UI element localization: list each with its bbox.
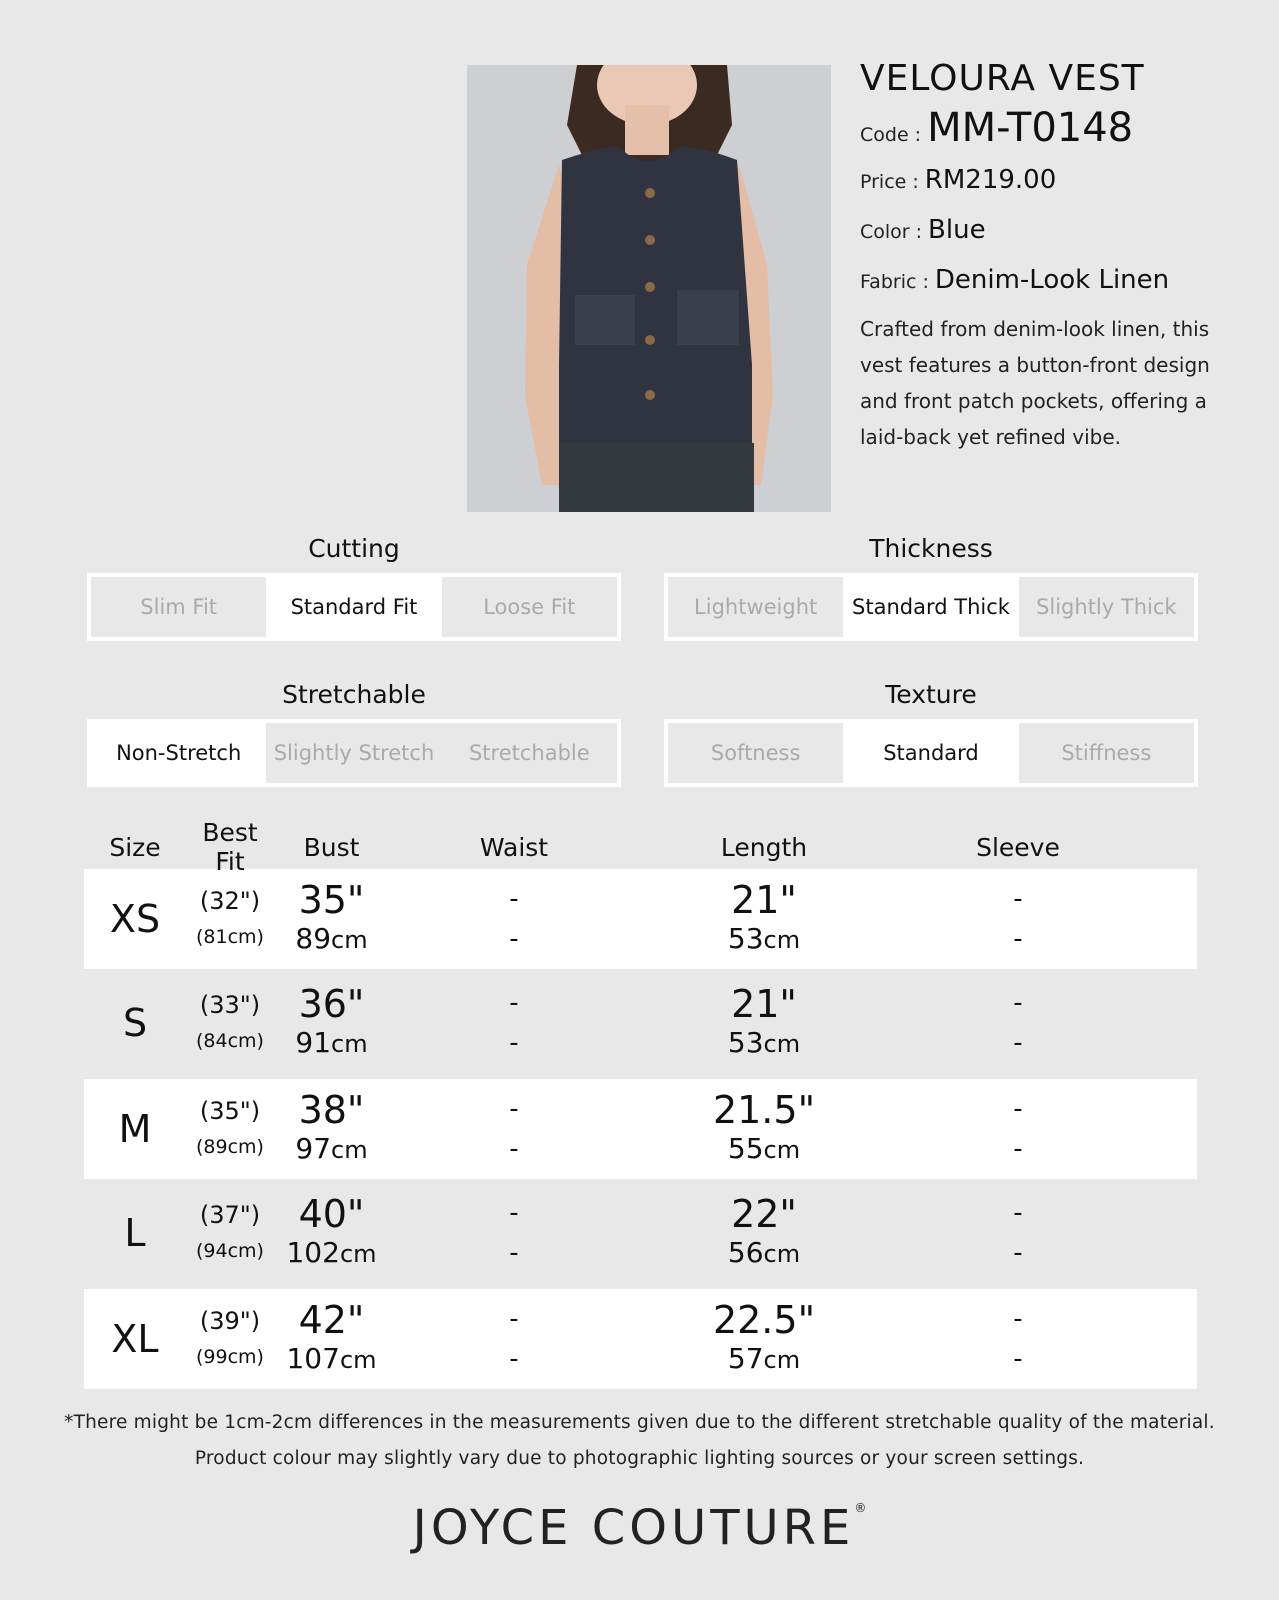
sleeve-cm: - <box>1013 1028 1023 1058</box>
price-label: Price : <box>860 171 919 193</box>
fabric-row <box>860 265 1220 295</box>
sleeve-cell <box>889 879 1147 959</box>
length-cm: 53 <box>727 921 764 955</box>
thickness-options <box>664 573 1198 641</box>
product-title: VELOURA VEST <box>860 58 1145 99</box>
table-body <box>84 869 1197 1389</box>
best-fit-inches: (35") <box>199 1097 261 1125</box>
product-photo <box>467 65 831 512</box>
bust-cell <box>274 877 389 959</box>
thickness-group <box>664 534 1198 641</box>
best-fit-inches: (33") <box>199 991 261 1019</box>
fabric-label: Fabric : <box>860 271 929 293</box>
length-cm: 53 <box>727 1025 764 1059</box>
sleeve-inches: - <box>1013 1198 1023 1228</box>
length-cm: 57 <box>727 1341 764 1375</box>
size-cell <box>84 897 186 941</box>
color-row <box>860 215 1220 245</box>
size-label: L <box>124 1211 146 1255</box>
cm-unit: cm <box>339 1239 377 1268</box>
size-label: M <box>118 1107 152 1151</box>
bust-inches: 35" <box>298 877 365 922</box>
waist-cell <box>389 1299 639 1379</box>
product-fabric: Denim-Look Linen <box>934 265 1170 295</box>
texture-option: Stiffness <box>1019 723 1194 783</box>
thickness-title: Thickness <box>869 534 993 563</box>
length-cell <box>639 981 889 1063</box>
length-inches: 21.5" <box>712 1087 816 1132</box>
header-sleeve: Sleeve <box>976 832 1060 862</box>
cutting-options <box>87 573 621 641</box>
length-inches: 21" <box>731 981 797 1026</box>
length-cm: 56 <box>727 1235 764 1269</box>
product-color: Blue <box>928 215 986 245</box>
table-row <box>84 1289 1197 1389</box>
waist-cm: - <box>509 1238 519 1268</box>
best-fit-cm: (81cm) <box>196 926 264 948</box>
cutting-option: Loose Fit <box>442 577 617 637</box>
sleeve-cm: - <box>1013 1238 1023 1268</box>
size-label: S <box>122 1001 148 1045</box>
registered-mark: ® <box>854 1501 867 1515</box>
size-chart-table <box>84 818 1197 1389</box>
header-size: Size <box>109 832 161 862</box>
stretchable-option: Non-Stretch <box>91 723 266 783</box>
best-fit-cell <box>186 1303 274 1375</box>
waist-inches: - <box>509 1094 519 1124</box>
bust-cm: 89 <box>295 921 332 955</box>
bust-inches: 40" <box>298 1191 365 1236</box>
cm-unit: cm <box>763 1029 801 1058</box>
best-fit-cm: (89cm) <box>196 1136 264 1158</box>
size-cell <box>84 1107 186 1151</box>
cm-unit: cm <box>763 1239 801 1268</box>
length-cell <box>639 1087 889 1169</box>
best-fit-inches: (37") <box>199 1201 261 1229</box>
header-length: Length <box>720 832 808 862</box>
bust-cell <box>274 1087 389 1169</box>
cutting-option: Slim Fit <box>91 577 266 637</box>
waist-cell <box>389 983 639 1063</box>
best-fit-cell <box>186 1093 274 1165</box>
model-wearing-vest-illustration <box>467 65 831 512</box>
bust-inches: 36" <box>298 981 365 1026</box>
texture-options <box>664 719 1198 787</box>
brand-name: JOYCE COUTURE <box>412 1500 855 1556</box>
footnote-line-1: *There might be 1cm-2cm differences in the measurements given due to the different stretchable quality of the material. <box>64 1412 1215 1433</box>
best-fit-inches: (39") <box>199 1307 261 1335</box>
footnote <box>0 1405 1279 1477</box>
length-inches: 22.5" <box>712 1297 816 1342</box>
waist-cell <box>389 1193 639 1273</box>
table-row <box>84 1079 1197 1179</box>
sleeve-cell <box>889 983 1147 1063</box>
bust-cm: 91 <box>295 1025 332 1059</box>
waist-cm: - <box>509 1028 519 1058</box>
product-info <box>860 58 1220 455</box>
sleeve-cm: - <box>1013 1344 1023 1374</box>
footnote-line-2: Product colour may slightly vary due to photographic lighting sources or your screen settings. <box>194 1448 1085 1469</box>
size-label: XL <box>111 1317 159 1361</box>
texture-group <box>664 680 1198 787</box>
bust-inches: 38" <box>298 1087 365 1132</box>
waist-cm: - <box>509 1344 519 1374</box>
color-label: Color : <box>860 221 923 243</box>
length-cell <box>639 1297 889 1379</box>
product-code: MM-T0148 <box>927 105 1134 151</box>
code-label: Code : <box>860 124 922 146</box>
waist-cm: - <box>509 1134 519 1164</box>
best-fit-cm: (84cm) <box>196 1030 264 1052</box>
thickness-option: Slightly Thick <box>1019 577 1194 637</box>
thickness-option: Lightweight <box>668 577 843 637</box>
table-row <box>84 869 1197 969</box>
waist-inches: - <box>509 884 519 914</box>
bust-cm: 107 <box>286 1341 340 1375</box>
sleeve-inches: - <box>1013 1094 1023 1124</box>
cm-unit: cm <box>331 925 368 954</box>
header-best-fit: Best Fit <box>202 818 258 876</box>
best-fit-cm: (99cm) <box>196 1346 264 1368</box>
size-cell <box>84 1317 186 1361</box>
table-header <box>84 818 1197 876</box>
length-cell <box>639 1191 889 1273</box>
header-bust: Bust <box>303 832 360 862</box>
best-fit-inches: (32") <box>199 887 261 915</box>
best-fit-cell <box>186 987 274 1059</box>
stretchable-options <box>87 719 621 787</box>
length-cm: 55 <box>727 1131 764 1165</box>
waist-inches: - <box>509 1198 519 1228</box>
bust-cell <box>274 1297 389 1379</box>
cm-unit: cm <box>763 1135 801 1164</box>
sleeve-cell <box>889 1193 1147 1273</box>
length-inches: 21" <box>731 877 797 922</box>
size-cell <box>84 1001 186 1045</box>
texture-option: Softness <box>668 723 843 783</box>
cutting-option: Standard Fit <box>266 577 441 637</box>
cm-unit: cm <box>331 1029 368 1058</box>
bust-cell <box>274 981 389 1063</box>
header-waist: Waist <box>479 832 549 862</box>
best-fit-cell <box>186 1197 274 1269</box>
sleeve-inches: - <box>1013 884 1023 914</box>
sleeve-cm: - <box>1013 924 1023 954</box>
best-fit-cm: (94cm) <box>196 1240 264 1262</box>
cm-unit: cm <box>763 925 801 954</box>
sleeve-cell <box>889 1089 1147 1169</box>
cm-unit: cm <box>763 1345 801 1374</box>
waist-cell <box>389 1089 639 1169</box>
table-row <box>84 1183 1197 1283</box>
thickness-option: Standard Thick <box>843 577 1018 637</box>
product-description: Crafted from denim-look linen, this vest features a button-front design and front patch pockets, offering a laid-back yet refined vibe. <box>860 317 1210 449</box>
waist-inches: - <box>509 988 519 1018</box>
bust-cm: 102 <box>286 1235 340 1269</box>
code-row <box>860 105 1220 151</box>
sleeve-inches: - <box>1013 988 1023 1018</box>
cm-unit: cm <box>331 1135 368 1164</box>
texture-title: Texture <box>885 680 977 709</box>
cutting-title: Cutting <box>308 534 400 563</box>
product-price: RM219.00 <box>924 165 1057 195</box>
size-label: XS <box>109 897 161 941</box>
sleeve-cell <box>889 1299 1147 1379</box>
stretchable-group <box>87 680 621 787</box>
price-row <box>860 165 1220 195</box>
size-cell <box>84 1211 186 1255</box>
waist-inches: - <box>509 1304 519 1334</box>
length-inches: 22" <box>731 1191 797 1236</box>
stretchable-title: Stretchable <box>282 680 426 709</box>
waist-cm: - <box>509 924 519 954</box>
sleeve-inches: - <box>1013 1304 1023 1334</box>
best-fit-cell <box>186 883 274 955</box>
sleeve-cm: - <box>1013 1134 1023 1164</box>
waist-cell <box>389 879 639 959</box>
cutting-group <box>87 534 621 641</box>
bust-cell <box>274 1191 389 1273</box>
cm-unit: cm <box>339 1345 377 1374</box>
stretchable-option: Stretchable <box>442 723 617 783</box>
table-row <box>84 973 1197 1073</box>
stretchable-option: Slightly Stretch <box>266 723 441 783</box>
length-cell <box>639 877 889 959</box>
texture-option: Standard <box>843 723 1018 783</box>
bust-inches: 42" <box>298 1297 365 1342</box>
bust-cm: 97 <box>295 1131 332 1165</box>
brand-logo <box>0 1500 1279 1556</box>
